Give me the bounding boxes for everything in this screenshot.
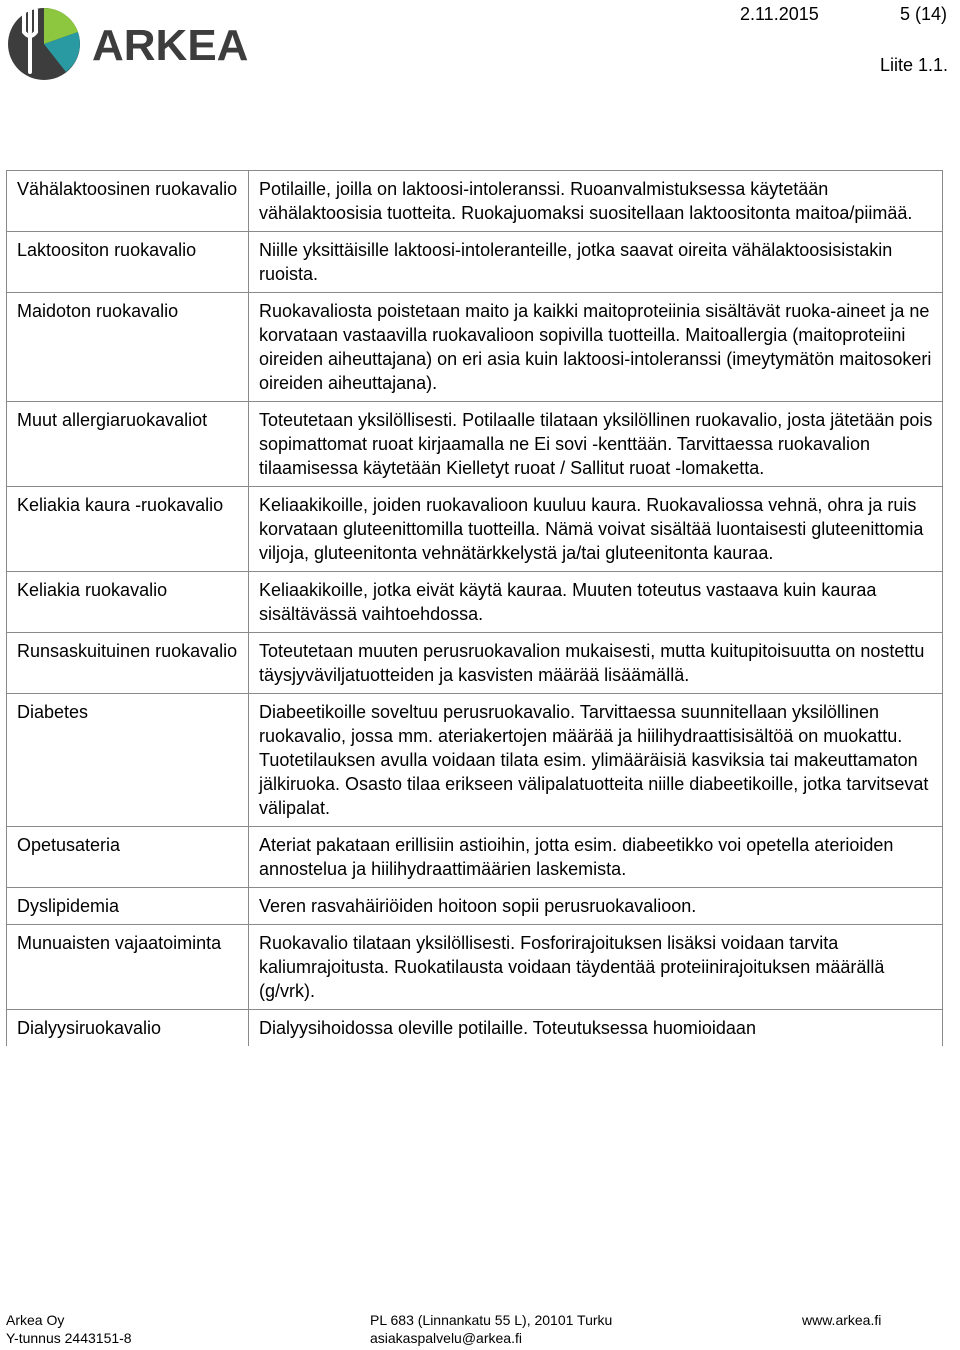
footer-contact-block: [370, 1311, 612, 1347]
footer-company: Arkea Oy: [6, 1312, 65, 1328]
footer-email[interactable]: asiakaspalvelu@arkea.fi: [370, 1330, 522, 1346]
table-row: [7, 694, 943, 827]
diet-description: [249, 487, 943, 572]
footer-website-block: [802, 1311, 881, 1329]
table-row: [7, 827, 943, 888]
table-row: [7, 888, 943, 925]
diet-description: [249, 888, 943, 925]
description-text: Potilaille, joilla on laktoosi-intoleranssi. Ruoanvalmistuksessa käytetään vähälaktoosisia tuotteita. Ruokajuomaksi suositellaan laktoositonta maitoa/piimää.: [259, 179, 913, 223]
footer-website[interactable]: www.arkea.fi: [802, 1312, 882, 1328]
diet-name: Dialyysiruokavalio: [7, 1010, 249, 1047]
footer-business-id: Y-tunnus 2443151-8: [6, 1330, 132, 1346]
description-text: Ruokavalio tilataan yksilöllisesti. Fosforirajoituksen lisäksi voidaan tarvita kaliumrajoitusta. Ruokatilausta voidaan täydentää proteiinirajoituksen määrällä (g/vrk).: [259, 933, 885, 1001]
diet-description: [249, 633, 943, 694]
description-text: Toteutetaan muuten perusruokavalion mukaisesti, mutta kuitupitoisuutta on nostettu täysjyväviljatuotteiden ja kasvisten määrää lisäämällä.: [259, 641, 925, 685]
description-text: Ateriat pakataan erillisiin astioihin, jotta esim. diabeetikko voi opetella aterioiden annostelua ja hiilihydraattimäärien laskemista.: [259, 835, 894, 879]
diet-name: Keliakia kaura -ruokavalio: [7, 487, 249, 572]
diet-name: Opetusateria: [7, 827, 249, 888]
description-text: Keliaakikoille, jotka eivät käytä kauraa. Muuten toteutus vastaava kuin kauraa sisältävässä vaihtoehdossa.: [259, 580, 877, 624]
arkea-logo: [6, 2, 256, 84]
page-number: 5 (14): [900, 4, 948, 24]
diet-table: [6, 170, 943, 1046]
diet-description: [249, 827, 943, 888]
diet-name: Diabetes: [7, 694, 249, 827]
diet-description: [249, 694, 943, 827]
description-text: Niille yksittäisille laktoosi-intoleranteille, jotka saavat oireita vähälaktoosisistakin ruoista.: [259, 240, 893, 284]
diet-description: [249, 402, 943, 487]
document-date: 2.11.2015: [740, 4, 819, 24]
table-row: [7, 925, 943, 1010]
footer-company-block: [6, 1311, 132, 1347]
diet-name: Keliakia ruokavalio: [7, 572, 249, 633]
description-text: Toteutetaan yksilöllisesti. Potilaalle tilataan yksilöllinen ruokavalio, josta jätetään pois sopimattomat ruoat kirjaamalla ne Ei sovi -kenttään. Tarvittaessa ruokavalion tilaamisessa käytetään Kielletyt ruoat / Sallitut ruoat -lomaketta.: [259, 410, 933, 478]
description-text: Ruokavaliosta poistetaan maito ja kaikki maitoproteiinia sisältävät ruoka-aineet ja ne korvataan vastaavilla ruokavalioon sopivilla tuotteilla. Maitoallergia (maitoproteiini oireiden aiheuttajana) on eri asia kuin laktoosi-intoleranssi (imeytymätön maitosokeri oireiden aiheuttajana).: [259, 301, 932, 393]
diet-description: [249, 232, 943, 293]
table-row: [7, 171, 943, 232]
table-row: [7, 293, 943, 402]
table-row: [7, 402, 943, 487]
diet-description: [249, 925, 943, 1010]
table-row: [7, 232, 943, 293]
attachment-label: Liite 1.1.: [880, 55, 949, 75]
diet-name: Munuaisten vajaatoiminta: [7, 925, 249, 1010]
diet-name: Laktoositon ruokavalio: [7, 232, 249, 293]
table-row: [7, 1010, 943, 1047]
diet-description: [249, 293, 943, 402]
diet-description: [249, 1010, 943, 1047]
table-row: [7, 487, 943, 572]
table-row: [7, 633, 943, 694]
description-text: Veren rasvahäiriöiden hoitoon sopii perusruokavalioon.: [259, 896, 697, 916]
description-text: Dialyysihoidossa oleville potilaille. Toteutuksessa huomioidaan: [259, 1018, 756, 1038]
description-text: Keliaakikoille, joiden ruokavalioon kuuluu kaura. Ruokavaliossa vehnä, ohra ja ruis korvataan gluteenittomilla tuotteilla. Nämä voivat sisältää luontaisesti gluteenittomia viljoja, gluteenitonta vehnätärkkelystä ja/tai gluteenitonta kauraa.: [259, 495, 924, 563]
footer-address: PL 683 (Linnankatu 55 L), 20101 Turku: [370, 1312, 613, 1328]
description-text: Diabeetikoille soveltuu perusruokavalio. Tarvittaessa suunnitellaan yksilöllinen ruokavalio, jossa mm. ateriakertojen määrää ja hiilihydraattisisältöä on muokattu. Tuotetilauksen avulla voidaan tilata esim. ylimääräisiä kasviksia tai makeuttamaton jälkiruoka. Osasto tilaa erikseen välipalatuotteita niille diabeetikoille, jotka tarvitsevat välipalat.: [259, 702, 929, 818]
diet-name: Maidoton ruokavalio: [7, 293, 249, 402]
diet-name: Dyslipidemia: [7, 888, 249, 925]
diet-description: [249, 572, 943, 633]
logo-text: ARKEA: [92, 21, 249, 70]
table-row: [7, 572, 943, 633]
diet-name: Vähälaktoosinen ruokavalio: [7, 171, 249, 232]
diet-name: Runsaskuituinen ruokavalio: [7, 633, 249, 694]
diet-description: [249, 171, 943, 232]
diet-name: Muut allergiaruokavaliot: [7, 402, 249, 487]
